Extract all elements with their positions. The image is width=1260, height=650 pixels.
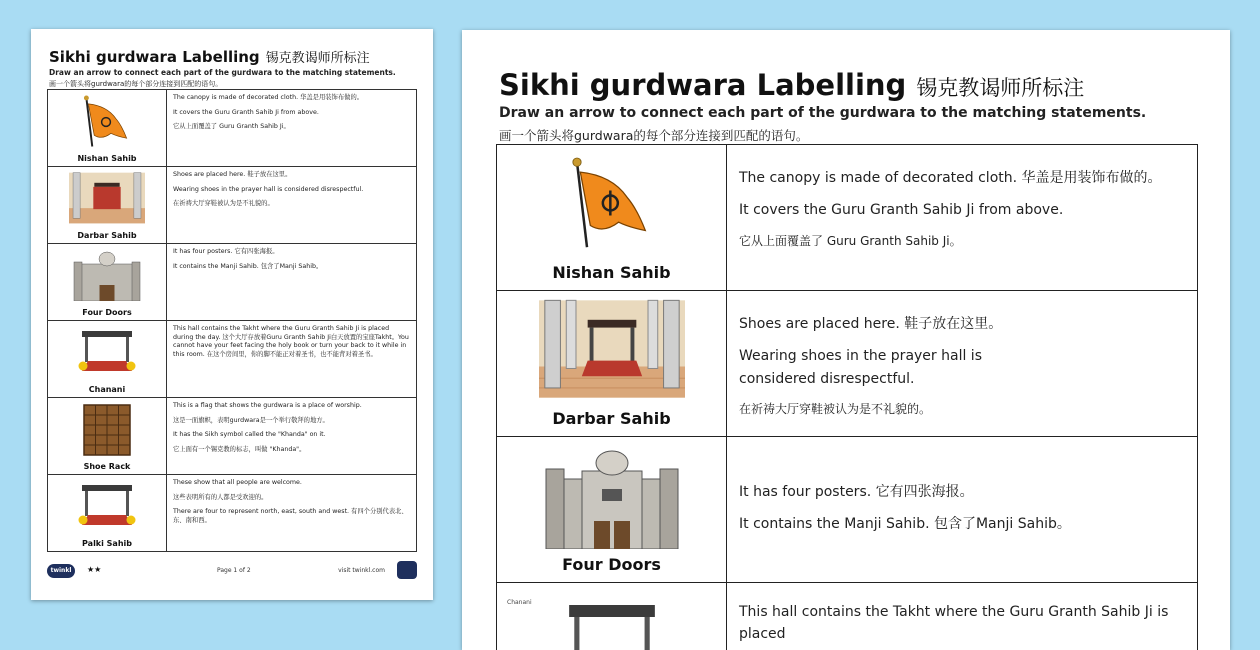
table-row: Four Doors It has four posters. 它有四张海报。 It contains the Manji Sahib. 包含了Manji Sahib。	[497, 437, 1198, 583]
darbar-sahib-hall-icon	[539, 299, 685, 399]
chanani-caption: Chanani	[507, 599, 532, 606]
row-label: Nishan Sahib	[497, 263, 726, 282]
table-row: Chanani This hall contains the Takht where the Guru Granth Sahib Ji is placed	[497, 583, 1198, 650]
nishan-sahib-flag-icon	[77, 95, 137, 149]
page-number: Page 1 of 2	[217, 567, 251, 574]
table-row: Shoe Rack This is a flag that shows the gurdwara is a place of worship. 这是一面旗帜，表明gurdwara是一个举行敬拜的地方。 It has the Sikh symbol called the "Khanda" on it. 它上面有一个锡克教的标志，叫做 "Khanda"。	[48, 398, 417, 475]
instruction-cn: 画一个箭头将gurdwara的每个部分连接到匹配的语句。	[49, 79, 222, 89]
row-label: Four Doors	[497, 555, 726, 574]
labelling-table	[47, 89, 417, 552]
worksheet-zoomed	[462, 30, 1230, 650]
chanani-canopy-icon	[552, 591, 672, 650]
darbar-sahib-hall-icon	[69, 172, 145, 224]
nishan-sahib-flag-icon	[562, 153, 662, 253]
chanani-canopy-icon	[72, 326, 142, 378]
worksheet-title: Sikhi gurdwara Labelling 锡克教谒师所标注	[49, 47, 370, 66]
four-doors-building-icon	[72, 249, 142, 301]
table-row: Four Doors It has four posters. 它有四张海报。 It contains the Manji Sahib. 包含了Manji Sahib。	[48, 244, 417, 321]
instruction: Draw an arrow to connect each part of the gurdwara to the matching statements.	[499, 105, 1146, 121]
four-doors-building-icon	[542, 445, 682, 549]
rating-stars: ★★	[87, 565, 101, 574]
row-label: Shoe Rack	[48, 462, 166, 471]
row-label: Darbar Sahib	[497, 409, 726, 428]
twinkl-logo: twinkl	[47, 564, 75, 578]
table-row: Darbar Sahib Shoes are placed here. 鞋子放在这里。 Wearing shoes in the prayer hall is considered disrespectful. 在祈祷大厅穿鞋被认为是不礼貌的。	[48, 167, 417, 244]
palki-sahib-icon	[72, 480, 142, 532]
page-footer	[47, 561, 417, 583]
table-row: Palki Sahib These show that all people are welcome. 这些表明所有的人都是受欢迎的。 There are four to represent north, east, south and west. 有四个分别代表北、东、南和西。	[48, 475, 417, 552]
instruction-cn: 画一个箭头将gurdwara的每个部分连接到匹配的语句。	[499, 126, 808, 144]
row-label: Chanani	[48, 385, 166, 394]
labelling-table	[496, 144, 1198, 650]
shoe-rack-icon	[82, 403, 132, 457]
table-row: Nishan Sahib The canopy is made of decorated cloth. 华盖是用装饰布做的。 It covers the Guru Granth Sahib Ji from above. 它从上面覆盖了 Guru Granth Sahib Ji。	[48, 90, 417, 167]
table-row: Chanani This hall contains the Takht where the Guru Granth Sahib Ji is placed during the day. 这个大厅存放着Guru Granth Sahib Ji白天放置的宝座Takht。You cannot have your feet facing the holy book or turn your back to it while in this room. 在这个房间里，你的脚不能正对着圣书，也不能背对着圣书。	[48, 321, 417, 398]
table-row: Nishan Sahib The canopy is made of decorated cloth. 华盖是用装饰布做的。 It covers the Guru Granth Sahib Ji from above. 它从上面覆盖了 Guru Granth Sahib Ji。	[497, 145, 1198, 291]
row-label: Palki Sahib	[48, 539, 166, 548]
worksheet-title: Sikhi gurdwara Labelling 锡克教谒师所标注	[499, 68, 1084, 102]
twinkl-badge-icon	[397, 561, 417, 579]
row-label: Nishan Sahib	[48, 154, 166, 163]
visit-link[interactable]: visit twinkl.com	[338, 567, 385, 574]
worksheet-thumbnail	[31, 29, 433, 600]
table-row: Darbar Sahib Shoes are placed here. 鞋子放在这里。 Wearing shoes in the prayer hall is considered disrespectful. 在祈祷大厅穿鞋被认为是不礼貌的。	[497, 291, 1198, 437]
instruction: Draw an arrow to connect each part of the gurdwara to the matching statements.	[49, 68, 396, 77]
row-label: Darbar Sahib	[48, 231, 166, 240]
row-label: Four Doors	[48, 308, 166, 317]
